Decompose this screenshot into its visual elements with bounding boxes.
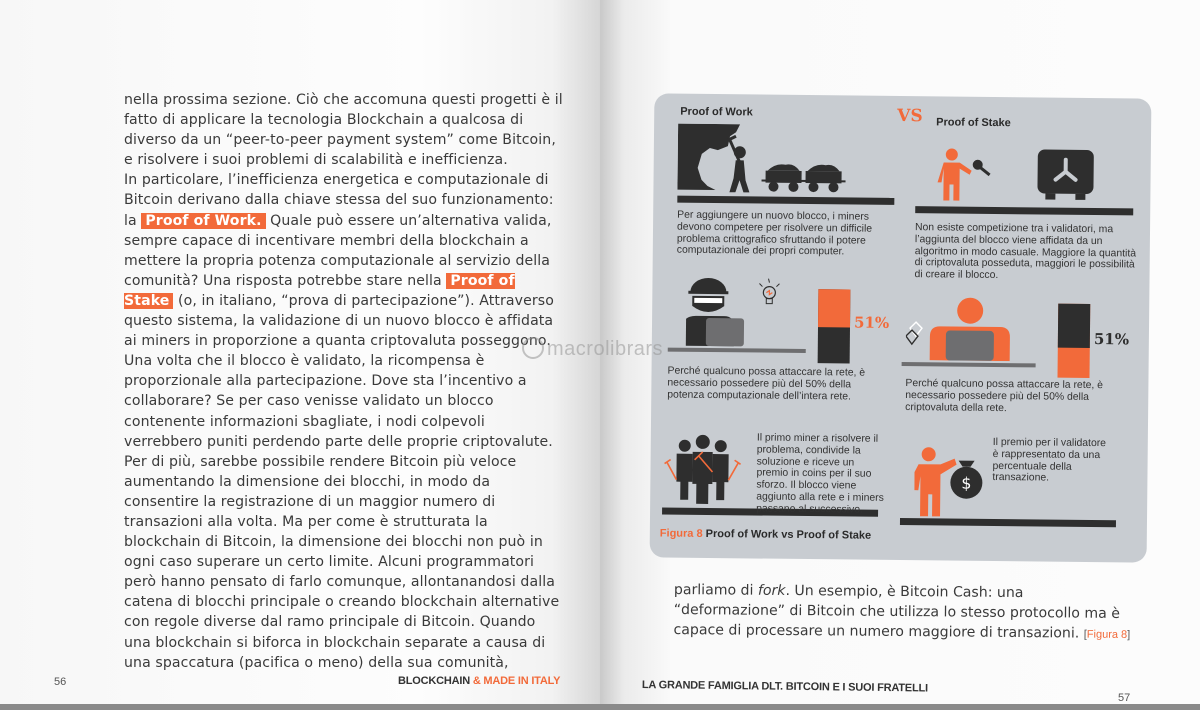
pos-attack-bar: [1057, 304, 1090, 378]
highlight-proof-of-work: Proof of Work.: [141, 213, 265, 229]
right-body-text: [673, 580, 1134, 645]
pow-attack-bar-fill: [818, 289, 850, 327]
figure-caption: [660, 527, 871, 541]
left-page: [0, 0, 600, 704]
mining-scene-icon: [677, 124, 898, 198]
paragraph-3-text: Per di più, sarebbe possibile rendere Bitcoin più veloce aumentando la dimensione dei blocchi, in modo da consentire la registrazione di un maggior numero di transazioni alla volta. Ma per come è strutturata la blockchain di Bitcoin, la dimensione dei blocchi non può in ogni caso superare un certo limite. Alcuni programmatori però hanno pensato di farlo comunque, allontanandosi dalla catena di blocchi principale o creando blockchain alternative con regole diverse dal ramo principale di Bitcoin. Quando una blockchain si biforca in blockchain separate a causa di una spaccatura (pacifica o meno) della sua comunità,: [124, 453, 560, 671]
figure-caption-number: Figura 8: [659, 527, 703, 540]
dollar-sign: $: [961, 473, 972, 493]
pos-ground-3: [900, 518, 1116, 527]
pos-attack-bar-fill: [1058, 304, 1090, 348]
validator-laptop-icon: [906, 296, 1047, 361]
pos-text-1: Non esiste competizione tra i validatori, ma l’aggiunta del blocco viene affidata da un algoritmo in modo casuale. Maggiore la quantità di criptovaluta posseduta, maggiori le possibilità di creare il blocco.: [914, 222, 1137, 282]
pow-attack-pct: 51%: [853, 313, 890, 332]
ref-close-bracket: ]: [1127, 629, 1131, 642]
pow-desk: [668, 348, 806, 353]
paragraph-1: [124, 90, 564, 170]
running-head-accent: & MADE IN ITALY: [472, 675, 561, 687]
page-number-right: 57: [1118, 692, 1131, 704]
pow-ground-1: [677, 196, 894, 205]
right-text-a: parliamo di: [673, 581, 759, 599]
ref-label: Figura 8: [1086, 628, 1128, 642]
right-paragraph: [673, 580, 1134, 645]
pos-ground-1: [915, 206, 1133, 215]
watermark-text: macrolibrars: [547, 338, 664, 360]
ref-open-bracket: [: [1083, 628, 1087, 641]
paragraph-2-text-c: (o, in italiano, “prova di partecipazione”). Attraverso questo sistema, la validazione di un nuovo blocco è affidata ai miners in proporzione a quanta criptovaluta posseggono. Una volta che il blocco è validato, la ricompensa è proporzionale alla partecipazione. Dove sta l’incentivo a collaborare? Se per caso venisse validato un blocco contenente informazioni sbagliate, i nodi colpevoli verrebbero puniti perdendo parte delle proprie criptovalute.: [124, 292, 554, 450]
paragraph-2: [124, 170, 564, 451]
pos-text-3: Il premio per il validatore è rappresentato da una percentuale della transazione.: [992, 436, 1107, 484]
fork-term: fork: [757, 582, 786, 599]
left-body-text: [124, 90, 564, 673]
pow-title: Proof of Work: [680, 105, 753, 119]
watermark: [522, 337, 663, 361]
validator-key-safe-icon: [937, 146, 1138, 204]
pos-title: Proof of Stake: [936, 116, 1011, 130]
paragraph-3: [124, 452, 564, 673]
pow-text-3: Il primo miner a risolvere il problema, condivide la soluzione e riceve un premio in coins per il suo sforzo. Il blocco viene aggiunto alla rete e i miners passano al successivo.: [756, 432, 884, 516]
running-head-main: BLOCKCHAIN: [398, 675, 470, 687]
hacker-laptop-icon: [686, 278, 827, 349]
figure-pow-vs-pos: [650, 93, 1152, 562]
vs-label: VS: [897, 105, 923, 127]
page-number-left: 56: [54, 676, 67, 688]
figure-caption-text: Proof of Work vs Proof of Stake: [705, 527, 872, 542]
pow-text-1: Per aggiungere un nuovo blocco, i miners devono competere per risolvere un difficile problema crittografico sfruttando il potere computazionale dei propri computer.: [676, 209, 873, 258]
pos-text-2: Perché qualcuno possa attaccare la rete, è necessario possedere più del 50% della criptovaluta della rete.: [905, 378, 1104, 414]
pow-text-2: Perché qualcuno possa attaccare la rete, è necessario possedere più del 50% della potenza computazionale dell’intera rete.: [667, 365, 866, 403]
running-head-right: LA GRANDE FAMIGLIA DLT. BITCOIN E I SUOI FRATELLI: [641, 679, 928, 695]
paragraph-2-text-b: Quale può essere un’alternativa valida, sempre capace di incentivare membri della blockchain a mettere la propria potenza computazionale al servizio della comunità? Una risposta potrebbe stare nella: [124, 212, 552, 289]
paragraph-2-text-a: In particolare, l’inefficienza energetica e computazionale di Bitcoin derivano dalla chiave stessa del suo funzionamento: la: [124, 172, 554, 229]
right-text-b: . Un esempio, è Bitcoin Cash: una “deformazione” di Bitcoin che utilizza lo stesso protocollo ma è capace di processare un numero maggiore di transazioni.: [673, 582, 1121, 642]
pos-desk: [902, 362, 1036, 367]
miners-group-icon: [662, 434, 743, 505]
pow-attack-bar: [818, 289, 851, 363]
paragraph-1-text: nella prossima sezione. Ciò che accomuna questi progetti è il fatto di applicare la tecnologia Blockchain a qualcosa di diverso da un “peer-to-peer payment system” come Bitcoin, e risolvere i suoi problemi di scalabilità e inefficienza.: [124, 92, 563, 169]
running-head-left: [398, 675, 560, 687]
highlight-proof-of-stake: Proof of Stake: [124, 272, 515, 309]
pos-attack-pct: 51%: [1093, 330, 1130, 349]
figure-reference[interactable]: [1084, 629, 1131, 641]
validator-reward-icon: [914, 446, 995, 519]
watermark-logo-icon: [522, 337, 544, 359]
page-bottom-edge: [0, 704, 1200, 710]
